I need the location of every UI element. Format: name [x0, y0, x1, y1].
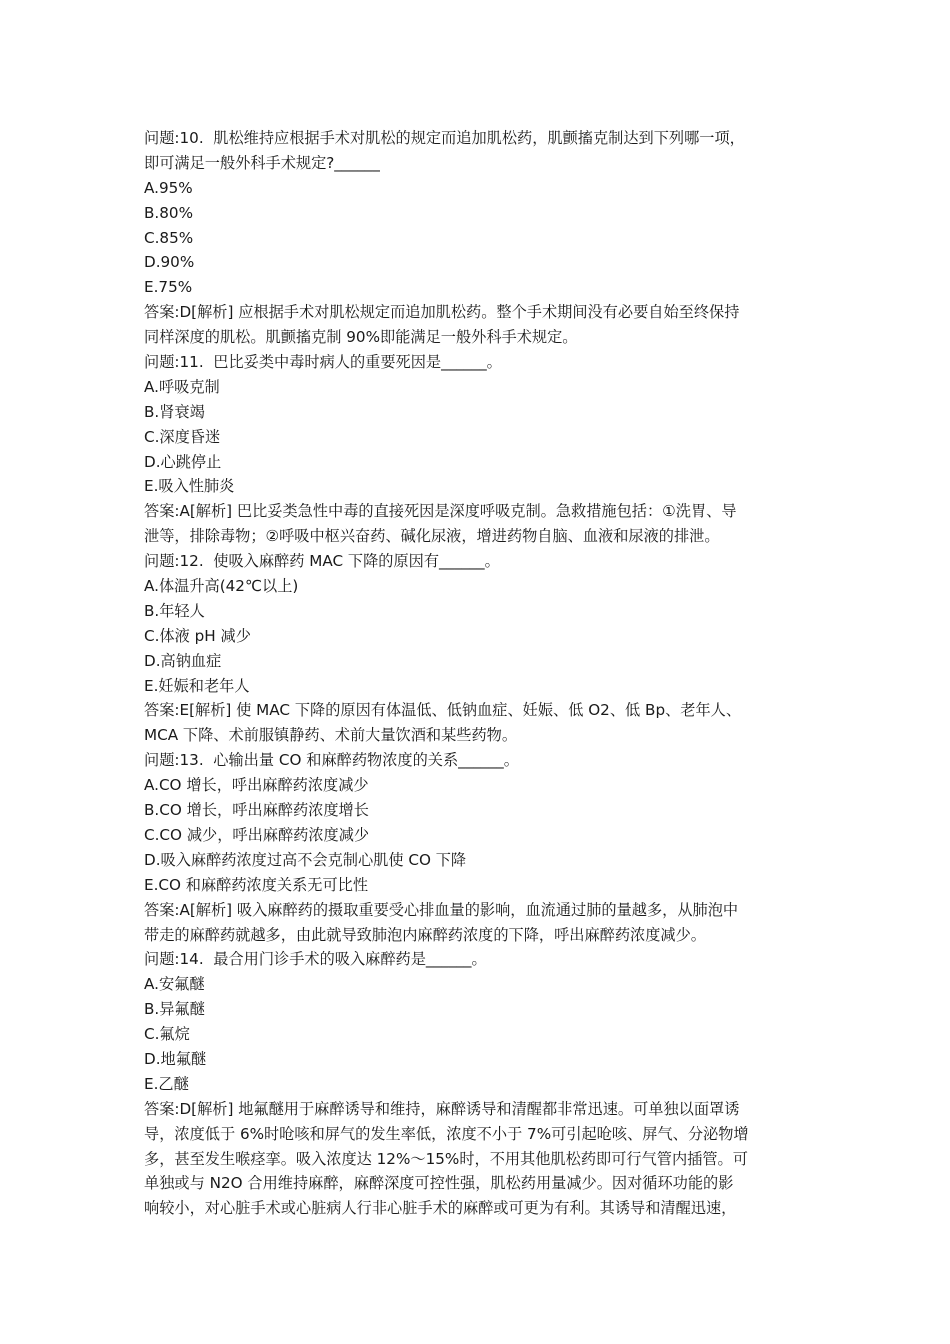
text-line: 同样深度的肌松。肌颤搐克制 90%即能满足一般外科手术规定。 [144, 328, 578, 347]
text-line: 多，甚至发生喉痉挛。吸入浓度达 12%～15%时，不用其他肌松药即可行气管内插管。可 [144, 1149, 748, 1168]
option-line: B.80% [144, 203, 194, 222]
answer-line: 答案:A[解析] 吸入麻醉药的摄取重要受心排血量的影响，血流通过肺的量越多，从肺泡中 [144, 900, 739, 919]
option-line: A.安氟醚 [144, 975, 205, 994]
option-line: D.高钠血症 [144, 651, 222, 670]
text-line: 单独或与 N2O 合用维持麻醉，麻醉深度可控性强，肌松药用量减少。因对循环功能的影 [144, 1174, 734, 1193]
text-line: MCA 下降、术前服镇静药、术前大量饮酒和某些药物。 [144, 726, 518, 745]
text-line: 泄等，排除毒物；②呼吸中枢兴奋药、碱化尿液，增进药物自脑、血液和尿液的排泄。 [144, 527, 720, 546]
option-line: B.CO 增长，呼出麻醉药浓度增长 [144, 801, 369, 820]
answer-line: 答案:D[解析] 地氟醚用于麻醉诱导和维持，麻醉诱导和清醒都非常迅速。可单独以面罩诱 [144, 1099, 740, 1118]
question-line: 问题:12. 使吸入麻醉药 MAC 下降的原因有______。 [144, 552, 500, 571]
question-line: 问题:11. 巴比妥类中毒时病人的重要死因是______。 [144, 353, 502, 372]
option-line: B.异氟醚 [144, 1000, 205, 1019]
option-line: C.85% [144, 228, 194, 247]
option-line: E.妊娠和老年人 [144, 676, 250, 695]
option-line: C.氟烷 [144, 1025, 190, 1044]
option-line: D.吸入麻醉药浓度过高不会克制心肌使 CO 下降 [144, 850, 467, 869]
option-line: A.呼吸克制 [144, 377, 220, 396]
option-line: C.体液 pH 减少 [144, 626, 251, 645]
text-line: 带走的麻醉药就越多，由此就导致肺泡内麻醉药浓度的下降，呼出麻醉药浓度减少。 [144, 925, 706, 944]
option-line: C.CO 减少，呼出麻醉药浓度减少 [144, 825, 370, 844]
option-line: D.心跳停止 [144, 452, 222, 471]
option-line: C.深度昏迷 [144, 427, 221, 446]
question-line: 问题:10. 肌松维持应根据手术对肌松的规定而追加肌松药，肌颤搐克制达到下列哪一项， [144, 129, 745, 147]
option-line: D.地氟醚 [144, 1049, 207, 1068]
option-line: E.乙醚 [144, 1074, 189, 1093]
question-line: 问题:14. 最合用门诊手术的吸入麻醉药是______。 [144, 950, 487, 969]
option-line: B.肾衰竭 [144, 402, 205, 421]
answer-line: 答案:D[解析] 应根据手术对肌松规定而追加肌松药。整个手术期间没有必要自始至终保持 [144, 303, 740, 322]
option-line: E.75% [144, 278, 193, 297]
option-line: E.吸入性肺炎 [144, 477, 235, 496]
option-line: A.95% [144, 178, 193, 197]
text-line: 导，浓度低于 6%时呛咳和屏气的发生率低，浓度不小于 7%可引起呛咳、屏气、分泌物增 [144, 1124, 749, 1143]
option-line: A.CO 增长，呼出麻醉药浓度减少 [144, 776, 369, 795]
text-line: 即可满足一般外科手术规定?______ [144, 153, 380, 172]
answer-line: 答案:E[解析] 使 MAC 下降的原因有体温低、低钠血症、妊娠、低 O2、低 Bp、老年人、 [144, 701, 742, 720]
option-line: B.年轻人 [144, 601, 205, 620]
option-line: A.体温升高(42℃以上) [144, 577, 299, 596]
text-line: 响较小，对心脏手术或心脏病人行非心脏手术的麻醉或可更为有利。其诱导和清醒迅速， [144, 1199, 737, 1218]
option-line: E.CO 和麻醉药浓度关系无可比性 [144, 875, 369, 894]
option-line: D.90% [144, 253, 195, 272]
question-line: 问题:13. 心输出量 CO 和麻醉药物浓度的关系______。 [144, 751, 519, 770]
document-body [144, 126, 824, 1221]
answer-line: 答案:A[解析] 巴比妥类急性中毒的直接死因是深度呼吸克制。急救措施包括：①洗胃、导 [144, 502, 737, 521]
